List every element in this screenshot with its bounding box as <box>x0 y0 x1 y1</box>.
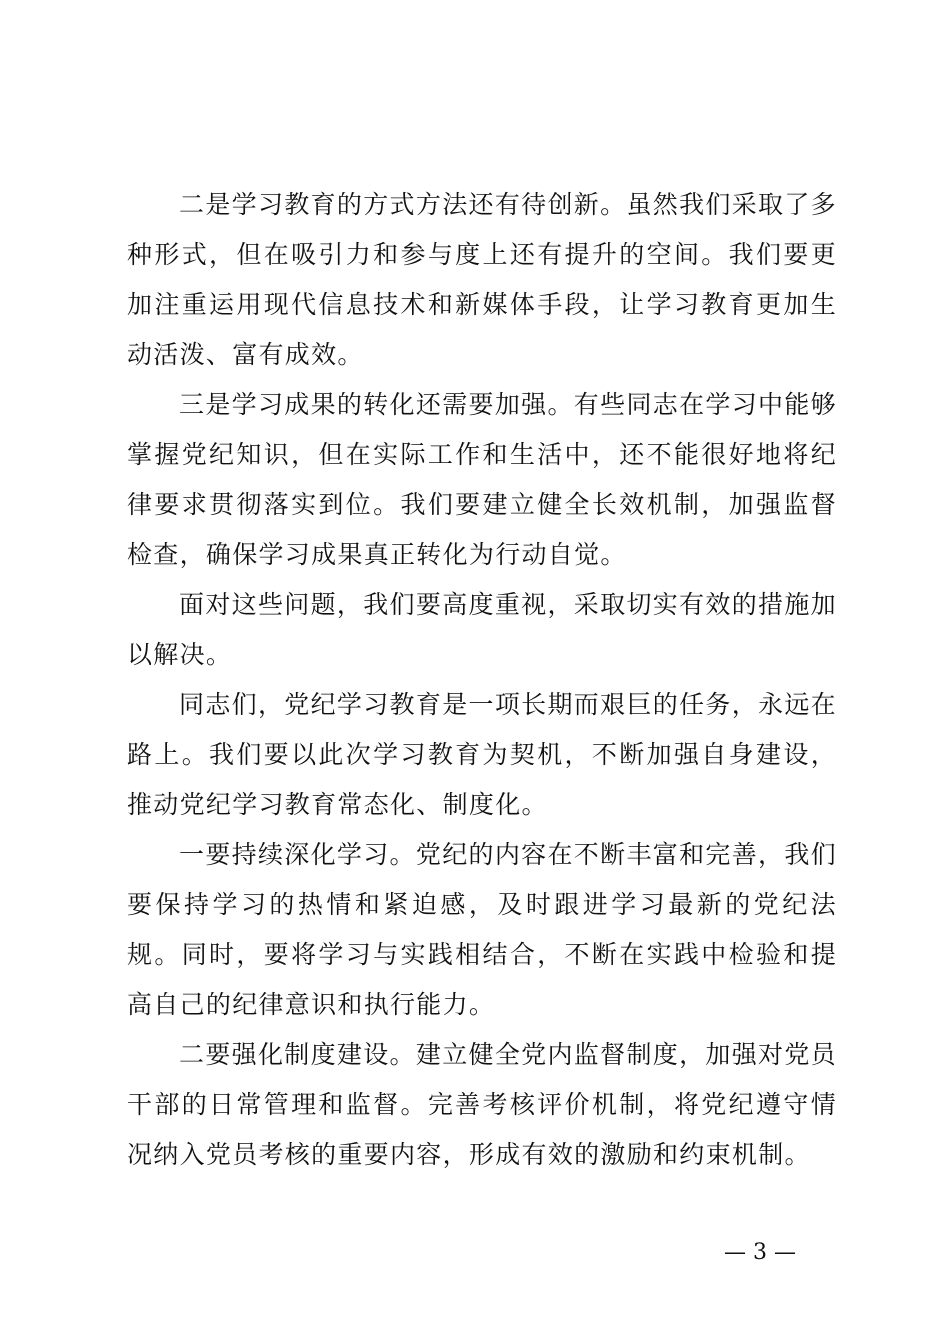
page-number: — 3 — <box>724 1240 796 1265</box>
document-body <box>127 180 837 1180</box>
paragraph-system-building: 二要强化制度建设。建立健全党内监督制度，加强对党员干部的日常管理和监督。完善考核评价机制，将党纪遵守情况纳入党员考核的重要内容，形成有效的激励和约束机制。 <box>127 1040 837 1169</box>
paragraph-innovation: 二是学习教育的方式方法还有待创新。虽然我们采取了多种形式，但在吸引力和参与度上还有提升的空间。我们要更加注重运用现代信息技术和新媒体手段，让学习教育更加生动活泼、富有成效。 <box>127 190 837 369</box>
paragraph-address-issues: 面对这些问题，我们要高度重视，采取切实有效的措施加以解决。 <box>127 590 837 669</box>
paragraph-transformation: 三是学习成果的转化还需要加强。有些同志在学习中能够掌握党纪知识，但在实际工作和生活中，还不能很好地将纪律要求贯彻落实到位。我们要建立健全长效机制，加强监督检查，确保学习成果真正转化为行动自觉。 <box>127 390 837 569</box>
paragraph-long-term-task: 同志们，党纪学习教育是一项长期而艰巨的任务，永远在路上。我们要以此次学习教育为契机，不断加强自身建设，推动党纪学习教育常态化、制度化。 <box>127 690 837 819</box>
paragraph-deepen-study: 一要持续深化学习。党纪的内容在不断丰富和完善，我们要保持学习的热情和紧迫感，及时跟进学习最新的党纪法规。同时，要将学习与实践相结合，不断在实践中检验和提高自己的纪律意识和执行能力。 <box>127 840 837 1019</box>
